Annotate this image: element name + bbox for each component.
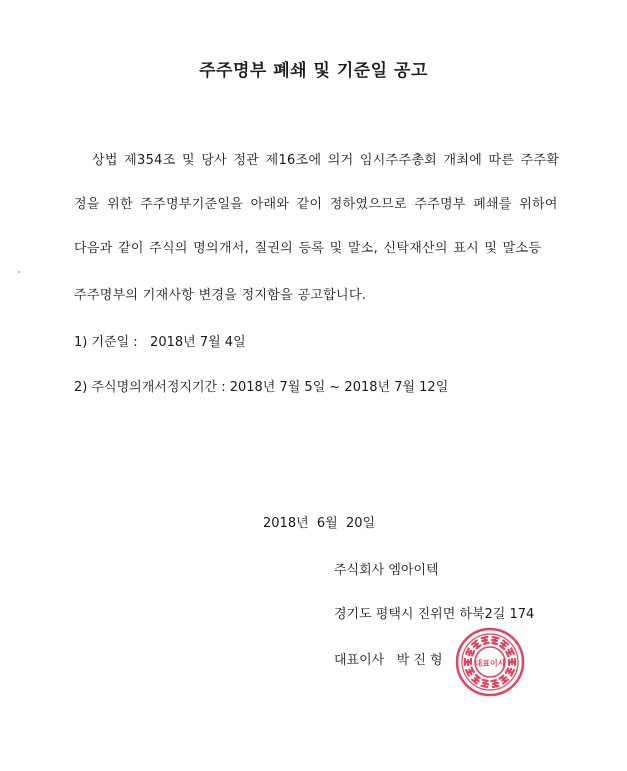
- representative-name: 대표이사 박 진 형: [334, 653, 443, 668]
- notice-date: 2018년 6월 20일: [263, 516, 376, 531]
- scan-speck: [18, 271, 20, 273]
- svg-text:대표이사: 대표이사: [474, 659, 506, 668]
- paragraph-line-4: 주주명부의 기재사항 변경을 정지함을 공고합니다.: [74, 288, 367, 303]
- paragraph-line-2: 정을 위한 주주명부기준일을 아래와 같이 정하였으므로 주주명부 폐쇄를 위하여: [74, 197, 558, 212]
- record-date-item: 1) 기준일 : 2018년 7월 4일: [74, 335, 246, 350]
- company-address: 경기도 평택시 진위면 하북2길 174: [334, 607, 535, 622]
- suspension-period-item: 2) 주식명의개서정지기간 : 2018년 7월 5일 ~ 2018년 7월 12일: [74, 380, 449, 395]
- company-seal-icon: [454, 626, 526, 698]
- paragraph-line-3: 다음과 같이 주식의 명의개서, 질권의 등록 및 말소, 신탁재산의 표시 및 말소등: [74, 241, 542, 256]
- paragraph-line-1: 상법 제354조 및 당사 정관 제16조에 의거 임시주주총회 개최에 따른 주주확: [92, 153, 560, 168]
- company-name: 주식회사 엠아이텍: [334, 563, 439, 578]
- notice-title: 주주명부 폐쇄 및 기준일 공고: [199, 61, 428, 81]
